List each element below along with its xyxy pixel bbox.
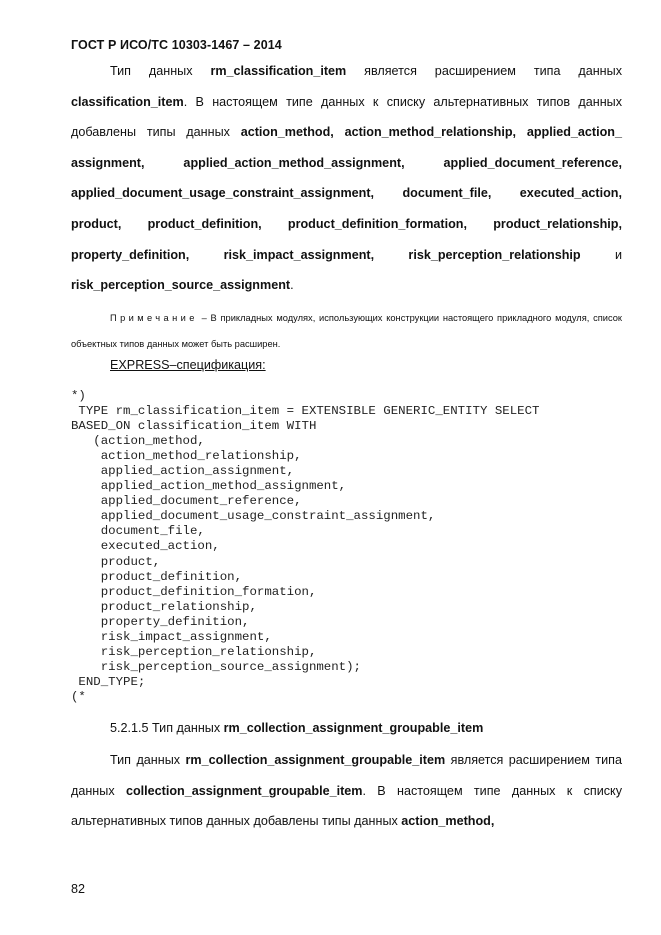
term-action-method: action_method, bbox=[401, 814, 495, 829]
term-classification-item: classification_item bbox=[71, 94, 184, 109]
express-code-block: *) TYPE rm_classification_item = EXTENSIBLE GENERIC_ENTITY SELECT BASED_ON classification_item WITH (action_method, action_method_relationship, applied_action_assignment, applied_action_method_assignment, applied_document_reference, applied_document_usage_constraint_assignment, document_file, executed_action, product, product_definition, product_definition_formation, product_relationship, property_definition, risk_impact_assignment, risk_perception_relationship, risk_perception_source_assignment); END_TYPE; (* bbox=[71, 389, 540, 704]
term-collection-assignment-groupable-item: collection_assignment_groupable_item bbox=[125, 783, 363, 798]
express-specification-label: EXPRESS–спецификация: bbox=[110, 358, 266, 372]
note: Примечание – В прикладных модулях, использующих конструкции настоящего прикладного модуля, список объектных типов данных может быть расширен. bbox=[71, 313, 622, 349]
term-rm-classification-item: rm_classification_item bbox=[210, 64, 347, 78]
document-header: ГОСТ Р ИСО/ТС 10303-1467 – 2014 bbox=[71, 38, 282, 52]
term-risk-perception-source-assignment: risk_perception_source_assignment bbox=[71, 278, 291, 293]
paragraph-rm-collection-assignment-groupable-item: Тип данных rm_collection_assignment_groupable_item является расширением типа данных collection_assignment_groupable_item. В настоящем типе данных к списку альтернативных типов данных добавлены типы данных action_method, bbox=[71, 753, 622, 829]
note-text: В прикладных модулях, использующих конструкции настоящего прикладного модуля, список объектных типов данных может быть расширен. bbox=[71, 313, 622, 349]
paragraph-rm-classification-item: Тип данных rm_classification_item является расширением типа данных classification_item. В настоящем типе данных к списку альтернативных типов данных добавлены типы данных action_method, action_method_relationship, applied_action_ assignment, applied_action_method_assignment, applied_document_reference, applied_document_usage_constraint_assignment, document_file, executed_action, product, product_definition, product_definition_formation, product_relationship, property_definition, risk_impact_assignment, risk_perception_relationship и risk_perception_source_assignment. bbox=[71, 64, 622, 293]
section-heading: 5.2.1.5 Тип данных rm_collection_assignment_groupable_item bbox=[110, 721, 484, 735]
added-types-list: action_method, action_method_relationship, applied_action_ assignment, applied_action_method_assignment, applied_document_reference, applied_document_usage_constraint_assignment, document_file, executed_action, product, product_definition, product_definition_formation, product_relationship, property_definition, risk_impact_assignment, risk_perception_relationship bbox=[71, 125, 622, 262]
note-label: Примечание bbox=[110, 313, 198, 323]
page-number: 82 bbox=[71, 882, 86, 896]
section-type-name: rm_collection_assignment_groupable_item bbox=[223, 721, 484, 735]
term-rm-collection-assignment-groupable-item: rm_collection_assignment_groupable_item bbox=[185, 753, 446, 767]
